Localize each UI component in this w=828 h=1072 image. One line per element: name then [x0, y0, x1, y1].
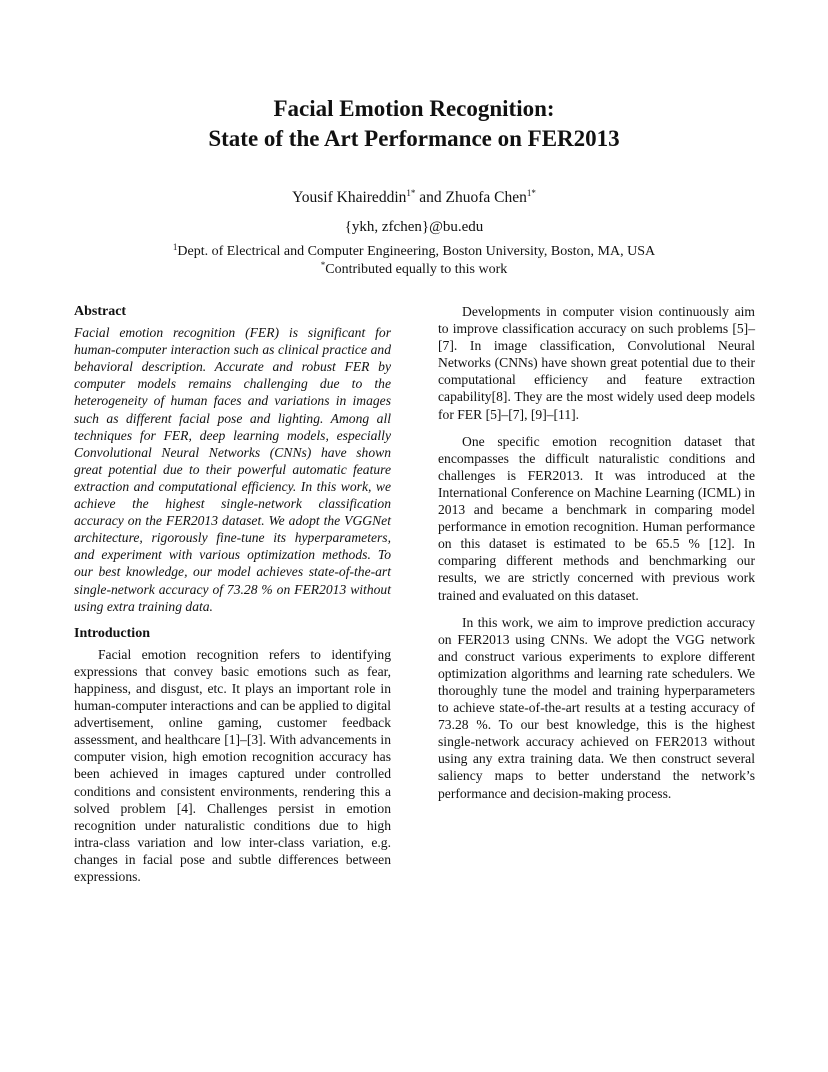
- affiliation-block: [0, 243, 828, 279]
- author-name: Zhuofa Chen: [445, 189, 527, 206]
- author-mark: 1*: [406, 188, 416, 198]
- right-column: [438, 303, 755, 812]
- affiliation-text: Dept. of Electrical and Computer Engineering, Boston University, Boston, MA, USA: [177, 244, 656, 259]
- abstract-text: Facial emotion recognition (FER) is significant for human-computer interaction such as clinical practice and behavioral description. Accurate and robust FER by computer models remains challenging due to the heterogeneity of human faces and variations in images such as different facial pose and lighting. Among all techniques for FER, deep learning models, especially Convolutional Neural Networks (CNNs) have shown great potential due to their powerful automatic feature extraction and computational efficiency. In this work, we achieve the highest single-network classification accuracy on the FER2013 dataset. We adopt the VGGNet architecture, rigorously fine-tune its hyperparameters, and experiment with various optimization methods. To our best knowledge, our model achieves state-of-the-art single-network accuracy of 73.28 % on FER2013 without using extra training data.: [74, 325, 391, 614]
- affiliation: [0, 243, 828, 261]
- body-paragraph: One specific emotion recognition dataset that encompasses the difficult naturalistic conditions and challenges is FER2013. It was introduced at the International Conference on Machine Learning (ICML) in 2013 and became a benchmark in comparing model performance in emotion recognition. Human performance on this dataset is estimated to be 65.5 % [12]. In comparing different methods and benchmarking our results, we are strictly concerned with previous work trained and evaluated on this dataset.: [438, 433, 755, 603]
- author-list: [0, 188, 828, 208]
- contribution-mark: *: [320, 260, 326, 270]
- author-mark: 1*: [526, 188, 536, 198]
- author-email: {ykh, zfchen}@bu.edu: [344, 219, 484, 235]
- introduction-heading: Introduction: [74, 625, 150, 641]
- contribution-note: [0, 261, 828, 279]
- paper-title: [0, 94, 828, 154]
- title-line-2: State of the Art Performance on FER2013: [208, 126, 620, 151]
- author-name: Yousif Khaireddin: [292, 189, 407, 206]
- title-line-1: Facial Emotion Recognition:: [273, 96, 555, 121]
- body-paragraph: Facial emotion recognition refers to identifying expressions that convey basic emotions such as fear, happiness, and disgust, etc. It plays an important role in human-computer interactions and can be applied to digital advertisement, online gaming, customer feedback assessment, and healthcare [1]–[3]. With advancements in computer vision, high emotion recognition accuracy has been achieved in images captured under controlled conditions and consistent environments, rendering this a solved problem [4]. Challenges persist in emotion recognition under naturalistic conditions due to high intra-class variation and low inter-class variation, e.g. changes in facial pose and subtle differences between expressions.: [74, 646, 391, 884]
- left-column: [74, 303, 391, 895]
- body-paragraph: Developments in computer vision continuously aim to improve classification accuracy on such problems [5]–[7]. In image classification, Convolutional Neural Networks (CNNs) have shown great potential due to their computational efficiency and feature extraction capability[8]. They are the most widely used deep models for FER [5]–[7], [9]–[11].: [438, 304, 755, 422]
- body-paragraph: In this work, we aim to improve prediction accuracy on FER2013 using CNNs. We adopt the VGG network and construct various experiments to explore different optimization algorithms and learning rate schedulers. We thoroughly tune the model and training hyperparameters to achieve state-of-the-art results at a testing accuracy of 73.28 %. To our best knowledge, this is the highest single-network accuracy achieved on FER2013 without using any extra training data. We then construct several saliency maps to better understand the network’s performance and decision-making process.: [438, 614, 755, 801]
- abstract-heading: Abstract: [74, 304, 127, 319]
- author-join: and: [415, 189, 446, 206]
- affiliation-mark: 1: [172, 242, 178, 252]
- contribution-text: Contributed equally to this work: [325, 262, 508, 277]
